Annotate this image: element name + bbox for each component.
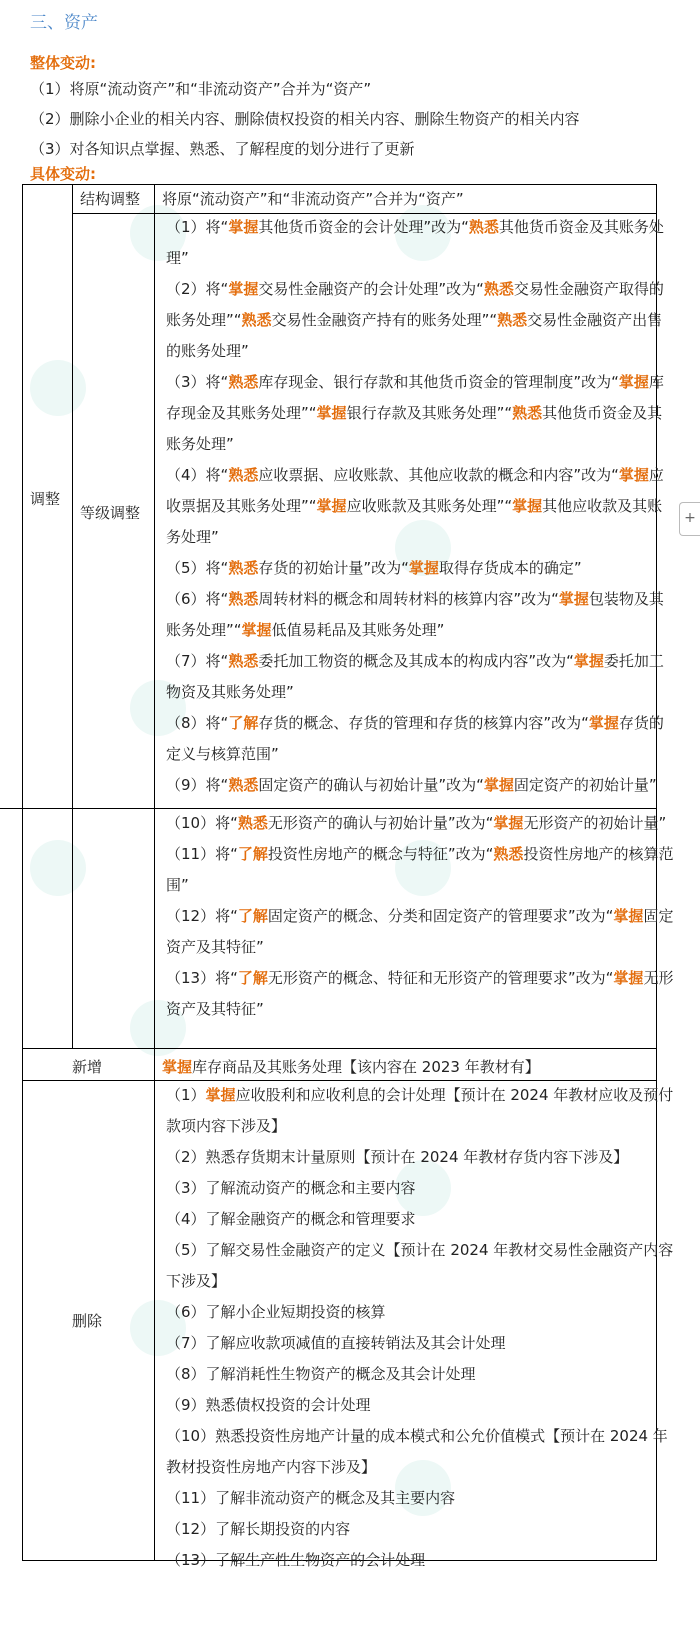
text-run: 投资性房地产的核算范围” (166, 845, 674, 894)
level-keyword: 掌握 (316, 404, 347, 422)
structure-text: 将原“流动资产”和“非流动资产”合并为“资产” (162, 190, 464, 208)
text-run: （12）将“ (166, 907, 238, 925)
text-run: 委托加工物资及其账务处理” (166, 652, 664, 701)
text-run: （10）熟悉投资性房地产计量的成本模式和公允价值模式【预计在 2024 年教材投资性房地产内容下涉及】 (166, 1427, 668, 1476)
text-run: 存货的定义与核算范围” (166, 714, 664, 763)
level-keyword: 掌握 (228, 218, 259, 236)
text-run: 其他货币资金及其账务处理” (166, 218, 664, 267)
level-keyword: 熟悉 (228, 590, 259, 608)
text-run: 投资性房地产的概念与特征”改为“ (267, 845, 494, 863)
level-items-block-2 (166, 808, 674, 1025)
text-run: （6）了解小企业短期投资的核算 (166, 1303, 386, 1321)
overall-heading: 整体变动: (30, 54, 96, 72)
add-label: 新增 (72, 1058, 103, 1076)
text-run: 周转材料的概念和周转材料的核算内容”改为“ (258, 590, 559, 608)
watermark-logo (30, 840, 86, 896)
level-keyword: 熟悉 (483, 280, 514, 298)
structure-label: 结构调整 (80, 190, 141, 208)
level-keyword: 掌握 (483, 776, 514, 794)
delete-item (166, 1142, 674, 1173)
level-keyword: 掌握 (618, 373, 649, 391)
text-run: （3）了解流动资产的概念和主要内容 (166, 1179, 416, 1197)
level-item (166, 367, 674, 460)
text-run: （2）熟悉存货期末计量原则【预计在 2024 年教材存货内容下涉及】 (166, 1148, 629, 1166)
level-keyword: 掌握 (493, 814, 524, 832)
text-run: 固定资产及其特征” (166, 907, 674, 956)
level-item (166, 553, 674, 584)
delete-item (166, 1359, 674, 1390)
watermark-logo (30, 360, 86, 416)
text-run: （9）熟悉债权投资的会计处理 (166, 1396, 371, 1414)
adjust-label: 调整 (30, 490, 61, 508)
level-keyword: 掌握 (162, 1058, 193, 1076)
text-run: 库存商品及其账务处理【该内容在 2023 年教材有】 (192, 1058, 540, 1076)
text-run: （2）将“ (166, 280, 229, 298)
add-text (162, 1056, 540, 1077)
text-run: 无形资产的初始计量” (523, 814, 667, 832)
delete-item (166, 1235, 674, 1297)
level-keyword: 掌握 (408, 559, 439, 577)
level-label: 等级调整 (80, 504, 141, 522)
delete-items-block (166, 1080, 674, 1576)
delete-item (166, 1204, 674, 1235)
level-keyword: 了解 (228, 714, 259, 732)
level-item (166, 808, 674, 839)
level-item (166, 274, 674, 367)
text-run: 低值易耗品及其账务处理” (271, 621, 445, 639)
text-run: 应收股利和应收利息的会计处理【预计在 2024 年教材应收及预付款项内容下涉及】 (166, 1086, 674, 1135)
text-run: 交易性金融资产出售的账务处理” (166, 311, 663, 360)
text-run: （8）了解消耗性生物资产的概念及其会计处理 (166, 1365, 476, 1383)
level-keyword: 熟悉 (237, 814, 268, 832)
level-item (166, 770, 674, 801)
level-item (166, 708, 674, 770)
text-run: （7）将“ (166, 652, 229, 670)
delete-item (166, 1080, 674, 1142)
text-run: （5）将“ (166, 559, 229, 577)
text-run: 其他货币资金及其账务处理” (166, 404, 663, 453)
text-run: 固定资产的概念、分类和固定资产的管理要求”改为“ (267, 907, 614, 925)
specific-heading: 具体变动: (30, 165, 96, 183)
level-keyword: 熟悉 (228, 776, 259, 794)
section-title: 三、资产 (30, 13, 98, 33)
delete-item (166, 1514, 674, 1545)
text-run: （4）将“ (166, 466, 229, 484)
level-item (166, 963, 674, 1025)
overall-item-1: （1）将原“流动资产”和“非流动资产”合并为“资产” (30, 80, 372, 98)
level-keyword: 了解 (237, 845, 268, 863)
expand-button[interactable]: + (679, 502, 700, 536)
text-run: 交易性金融资产取得的账务处理”“ (166, 280, 664, 329)
text-run: 应收票据及其账务处理”“ (166, 466, 664, 515)
level-keyword: 了解 (237, 969, 268, 987)
text-run: 银行存款及其账务处理”“ (346, 404, 513, 422)
level-keyword: 掌握 (588, 714, 619, 732)
level-keyword: 熟悉 (497, 311, 528, 329)
text-run: （9）将“ (166, 776, 229, 794)
text-run: （6）将“ (166, 590, 229, 608)
text-run: 无形资产的概念、特征和无形资产的管理要求”改为“ (267, 969, 614, 987)
level-keyword: 掌握 (618, 466, 649, 484)
level-keyword: 掌握 (512, 497, 543, 515)
level-keyword: 了解 (237, 907, 268, 925)
text-run: 交易性金融资产的会计处理”改为“ (258, 280, 484, 298)
level-keyword: 熟悉 (228, 373, 259, 391)
level-keyword: 熟悉 (468, 218, 499, 236)
level-keyword: 掌握 (613, 907, 644, 925)
text-run: 固定资产的初始计量” (513, 776, 657, 794)
text-run: 无形资产及其特征” (166, 969, 674, 1018)
delete-item (166, 1483, 674, 1514)
level-keyword: 掌握 (241, 621, 272, 639)
text-run: 存货的初始计量”改为“ (258, 559, 409, 577)
level-item (166, 584, 674, 646)
text-run: 其他货币资金的会计处理”改为“ (258, 218, 469, 236)
level-keyword: 熟悉 (512, 404, 543, 422)
level-keyword: 熟悉 (493, 845, 524, 863)
text-run: 应收账款及其账务处理”“ (346, 497, 513, 515)
delete-item (166, 1390, 674, 1421)
text-run: （1）将“ (166, 218, 229, 236)
text-run: 无形资产的确认与初始计量”改为“ (267, 814, 494, 832)
level-keyword: 掌握 (573, 652, 604, 670)
text-run: 存货的概念、存货的管理和存货的核算内容”改为“ (258, 714, 589, 732)
text-run: 库存现金、银行存款和其他货币资金的管理制度”改为“ (258, 373, 619, 391)
level-keyword: 掌握 (205, 1086, 236, 1104)
level-keyword: 掌握 (613, 969, 644, 987)
level-keyword: 掌握 (228, 280, 259, 298)
delete-item (166, 1297, 674, 1328)
text-run: 库存现金及其账务处理”“ (166, 373, 664, 422)
level-keyword: 熟悉 (241, 311, 272, 329)
text-run: 其他应收款及其账务处理” (166, 497, 663, 546)
delete-item (166, 1545, 674, 1576)
overall-item-2: （2）删除小企业的相关内容、删除债权投资的相关内容、删除生物资产的相关内容 (30, 110, 580, 128)
delete-label: 删除 (72, 1312, 103, 1330)
level-item (166, 212, 674, 274)
level-keyword: 熟悉 (228, 466, 259, 484)
text-run: （11）将“ (166, 845, 238, 863)
text-run: 交易性金融资产持有的账务处理”“ (271, 311, 498, 329)
delete-item (166, 1328, 674, 1359)
text-run: （5）了解交易性金融资产的定义【预计在 2024 年教材交易性金融资产内容下涉及】 (166, 1241, 674, 1290)
level-item (166, 901, 674, 963)
level-keyword: 熟悉 (228, 652, 259, 670)
text-run: （10）将“ (166, 814, 238, 832)
delete-item (166, 1421, 674, 1483)
text-run: 取得存货成本的确定” (438, 559, 582, 577)
text-run: （11）了解非流动资产的概念及其主要内容 (166, 1489, 456, 1507)
text-run: （13）了解生产性生物资产的会计处理 (166, 1551, 426, 1569)
level-keyword: 掌握 (558, 590, 589, 608)
delete-item (166, 1173, 674, 1204)
text-run: （8）将“ (166, 714, 229, 732)
text-run: 委托加工物资的概念及其成本的构成内容”改为“ (258, 652, 574, 670)
level-item (166, 460, 674, 553)
text-run: （1） (166, 1086, 206, 1104)
text-run: 固定资产的确认与初始计量”改为“ (258, 776, 484, 794)
level-item (166, 839, 674, 901)
text-run: （13）将“ (166, 969, 238, 987)
level-item (166, 646, 674, 708)
overall-item-3: （3）对各知识点掌握、熟悉、了解程度的划分进行了更新 (30, 140, 415, 158)
level-keyword: 熟悉 (228, 559, 259, 577)
text-run: 包装物及其账务处理”“ (166, 590, 664, 639)
text-run: （3）将“ (166, 373, 229, 391)
level-items-block-1 (166, 212, 674, 801)
level-keyword: 掌握 (316, 497, 347, 515)
text-run: （7）了解应收款项减值的直接转销法及其会计处理 (166, 1334, 506, 1352)
text-run: （12）了解长期投资的内容 (166, 1520, 351, 1538)
text-run: （4）了解金融资产的概念和管理要求 (166, 1210, 416, 1228)
text-run: 应收票据、应收账款、其他应收款的概念和内容”改为“ (258, 466, 619, 484)
